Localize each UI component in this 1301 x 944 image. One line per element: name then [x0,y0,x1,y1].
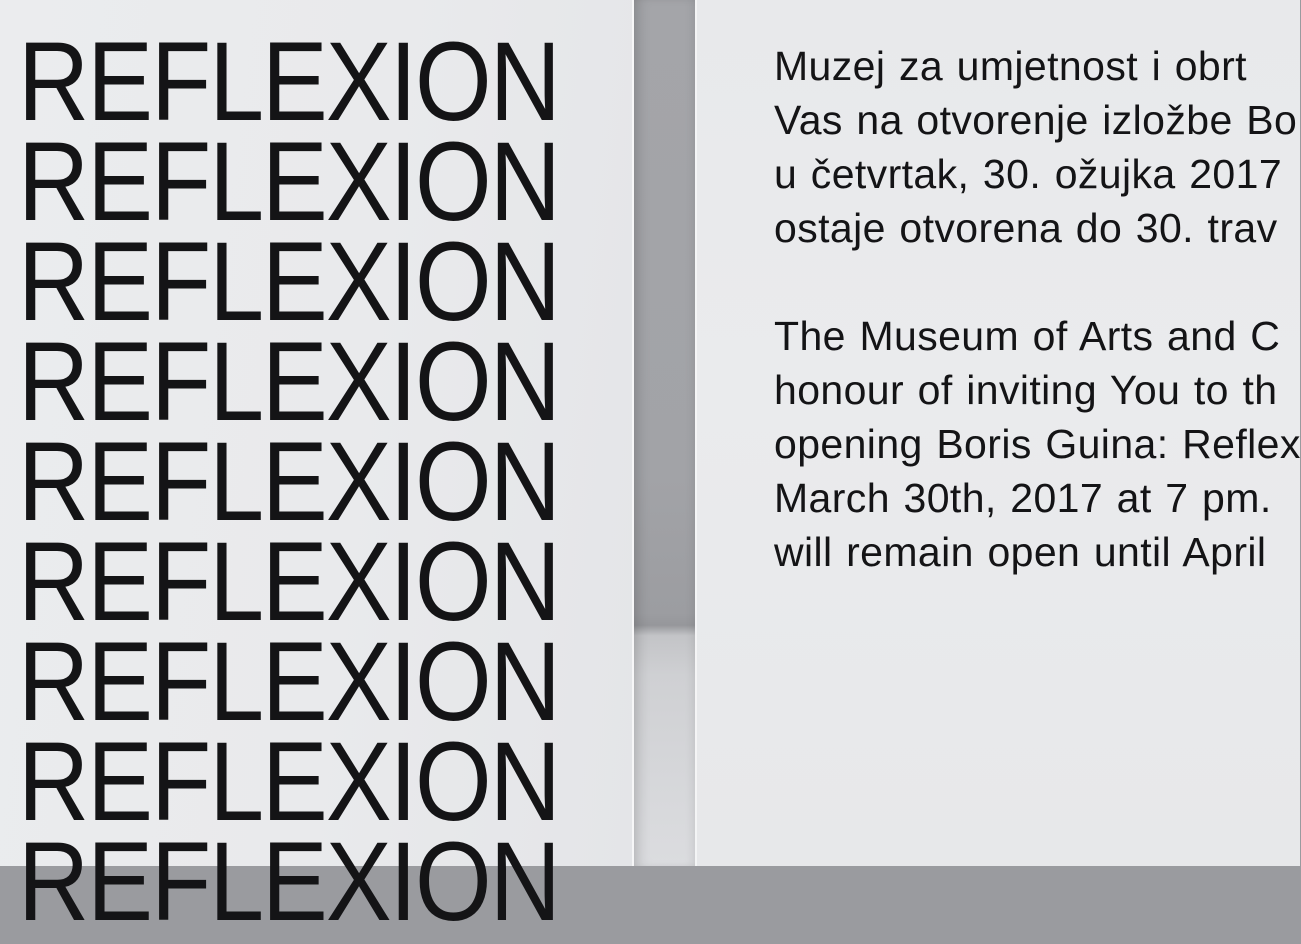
reflexion-word: REFLEXION [18,619,559,744]
invitation-text-line: honour of inviting You to th [774,367,1278,413]
invitation-text-block [697,0,1300,579]
reflexion-word: REFLEXION [18,719,559,844]
invitation-text-line: ostaje otvorena do 30. trav [774,205,1278,251]
reflexion-word: REFLEXION [18,419,559,544]
reflexion-word: REFLEXION [18,219,559,344]
invitation-text-line: Muzej za umjetnost i obrt [774,43,1247,89]
backdrop-gap [634,0,695,866]
reflexion-word: REFLEXION [18,519,559,644]
reflexion-word: REFLEXION [18,19,559,144]
invitation-text-line: Vas na otvorenje izložbe Bo [774,97,1298,143]
reflexion-word: REFLEXION [18,319,559,444]
invitation-card [695,0,1300,866]
croatian-paragraph [774,39,1300,255]
invitation-text-line: opening Boris Guina: Reflex [774,421,1301,467]
invitation-text-line: The Museum of Arts and C [774,313,1281,359]
reflexion-poster-card [0,0,634,944]
invitation-text-line: u četvrtak, 30. ožujka 2017 [774,151,1283,197]
english-paragraph [774,309,1300,579]
invitation-text-line: will remain open until April [774,529,1267,575]
reflexion-word: REFLEXION [18,119,559,244]
invitation-text-line: March 30th, 2017 at 7 pm. [774,475,1272,521]
reflexion-text-block [0,0,632,944]
reflexion-word: REFLEXION [18,819,559,944]
